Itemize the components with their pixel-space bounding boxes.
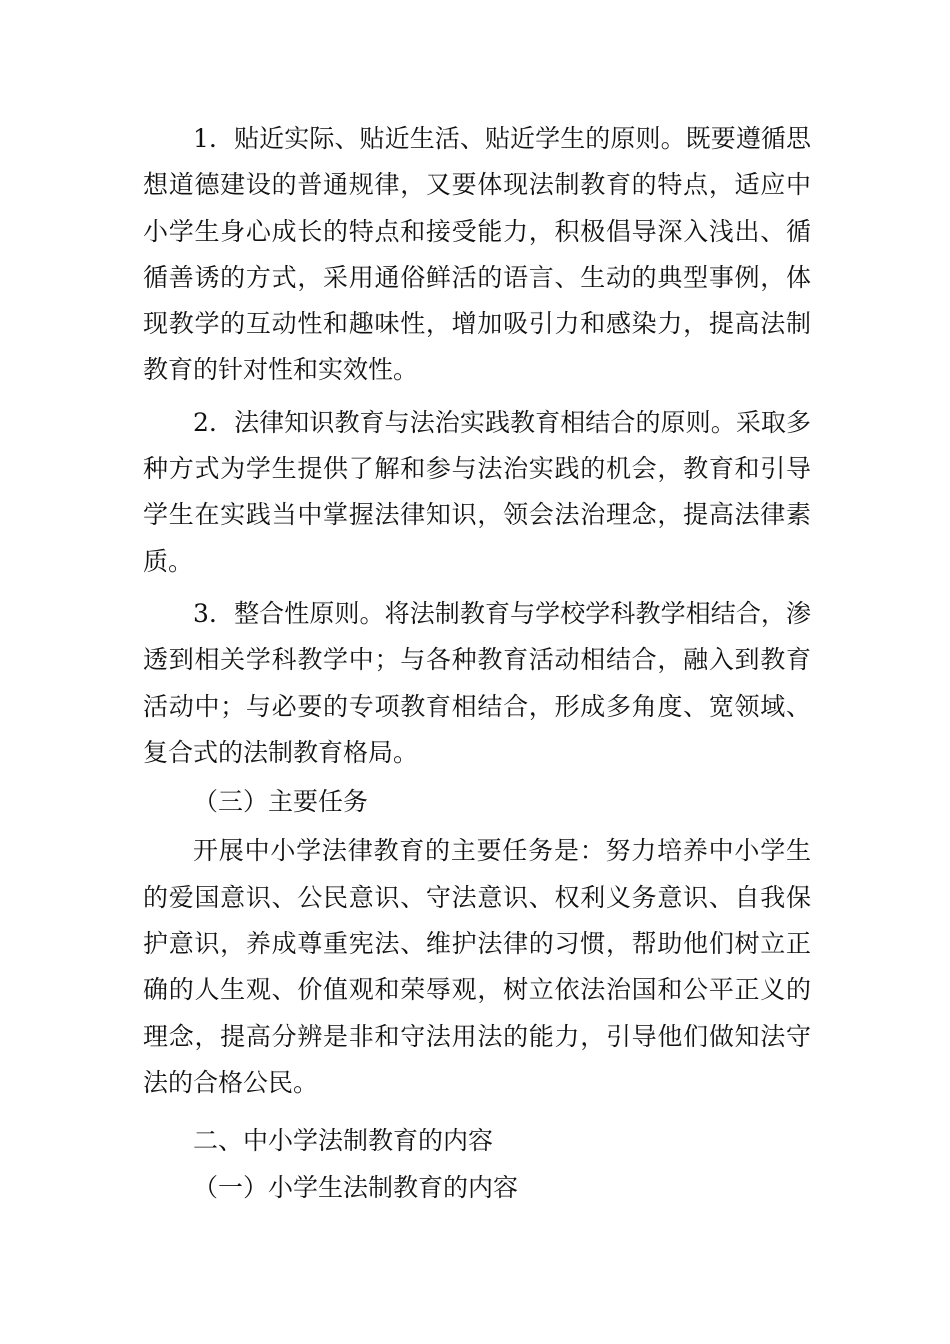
paragraph-number: 3．	[193, 598, 235, 628]
document-body	[143, 116, 811, 1211]
paragraph-number: 2．	[193, 407, 235, 437]
paragraph-principle-1	[143, 116, 811, 394]
paragraph-text: 法律知识教育与法治实践教育相结合的原则。采取多种方式为学生提供了解和参与法治实践的机会，教育和引导学生在实践当中掌握法律知识，领会法治理念，提高法律素质。	[143, 407, 812, 576]
paragraph-main-tasks: 开展中小学法律教育的主要任务是：努力培养中小学生的爱国意识、公民意识、守法意识、权利义务意识、自我保护意识，养成尊重宪法、维护法律的习惯，帮助他们树立正确的人生观、价值观和荣辱观，树立依法治国和公平正义的理念，提高分辨是非和守法用法的能力，引导他们做知法守法的合格公民。	[143, 836, 811, 1097]
chapter-heading-content: 二、中小学法制教育的内容	[193, 1126, 494, 1156]
paragraph-text: 整合性原则。将法制教育与学校学科教学相结合，渗透到相关学科教学中；与各种教育活动相结合，融入到教育活动中；与必要的专项教育相结合，形成多角度、宽领域、复合式的法制教育格局。	[143, 598, 812, 767]
paragraph-number: 1．	[193, 124, 235, 153]
section-heading-main-tasks: （三）主要任务	[193, 787, 369, 817]
section-heading-primary-school: （一）小学生法制教育的内容	[193, 1172, 519, 1202]
paragraph-text: 贴近实际、贴近生活、贴近学生的原则。既要遵循思想道德建设的普通规律，又要体现法制教育的特点，适应中小学生身心成长的特点和接受能力，积极倡导深入浅出、循循善诱的方式，采用通俗鲜活的语言、生动的典型事例，体现教学的互动性和趣味性，增加吸引力和感染力，提高法制教育的针对性和实效性。	[143, 124, 812, 385]
paragraph-principle-3	[143, 591, 811, 776]
paragraph-principle-2	[143, 400, 811, 585]
